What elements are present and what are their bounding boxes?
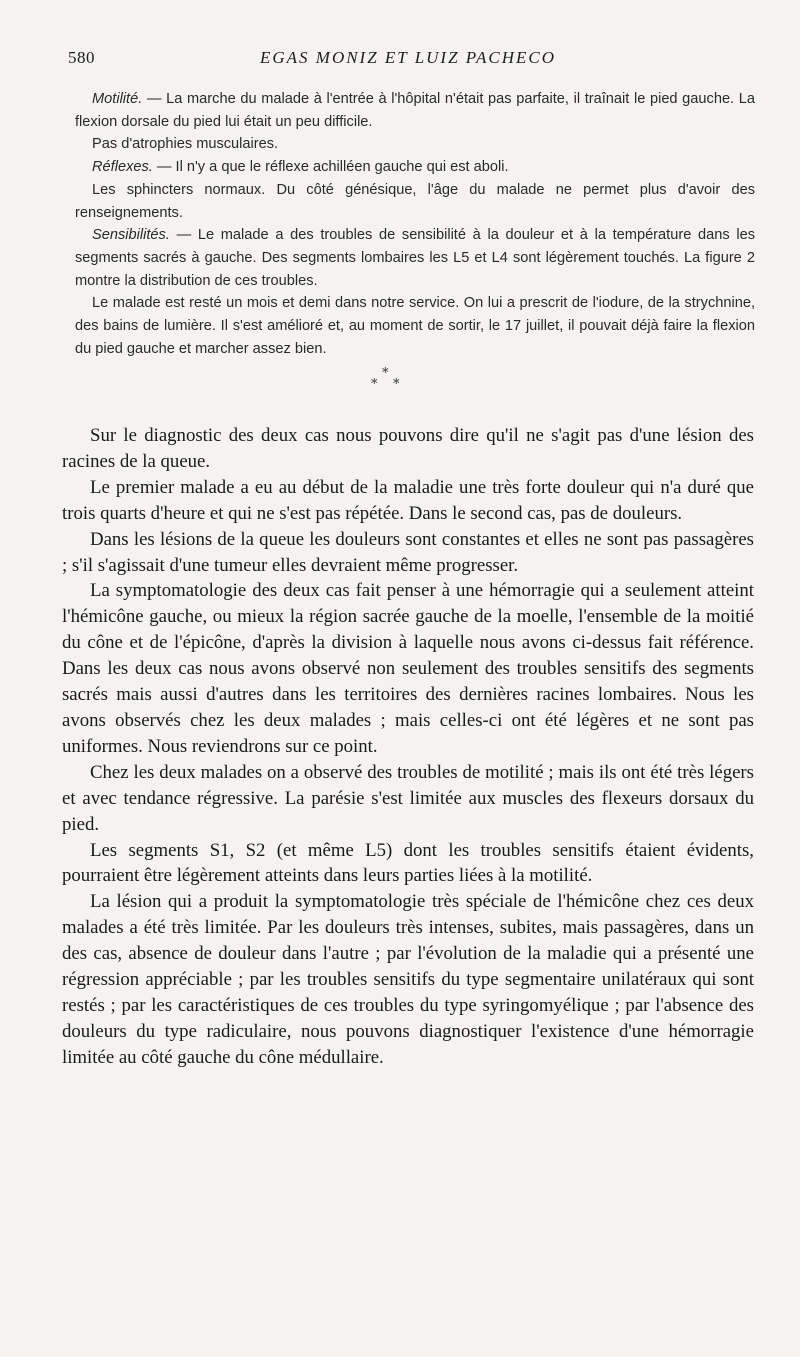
case-note-text: Le malade est resté un mois et demi dans notre service. On lui a prescrit de l'iodure, de la strychnine, des bains de lumière. Il s'est amélioré et, au moment de sortir, le 17 juillet, il pouvait déjà faire la flexion du pied gauche et marcher assez bien. (75, 295, 755, 357)
body-paragraph: Les segments S1, S2 (et même L5) dont les troubles sensitifs étaient évidents, pourraient être légèrement atteints dans leurs parties liées à la motilité. (62, 839, 754, 887)
body-paragraph: Dans les lésions de la queue les douleurs sont constantes et elles ne sont pas passagères ; s'il s'agissait d'une tumeur elles devraient même progresser. (62, 528, 754, 576)
case-note-outcome (75, 292, 755, 360)
body-paragraph: Chez les deux malades on a observé des troubles de motilité ; mais ils ont été très légers et avec tendance régressive. La parésie s'est limitée aux muscles des flexeurs dorsaux du pied. (62, 761, 754, 835)
body-paragraph: Le premier malade a eu au début de la maladie une très forte douleur qui n'a duré que trois quarts d'heure et qui ne s'est pas répétée. Dans le second cas, pas de douleurs. (62, 476, 754, 524)
body-paragraph: La lésion qui a produit la symptomatologie très spéciale de l'hémicône chez ces deux malades a été très limitée. Par les douleurs très intenses, subites, mais passagères, dans un des cas, absence de douleur dans l'autre ; par l'évolution de la maladie qui a présenté une régression appréciable ; par les troubles sensitifs du type segmentaire unilatéraux qui sont restés ; par les caractéristiques de ces troubles du type syringomyélique ; par l'absence des douleurs du type radiculaire, nous pouvons diagnostiquer l'existence d'une hémorragie limitée au côté gauche du cône médullaire. (62, 891, 754, 1068)
case-note-sensibilites (75, 224, 755, 292)
case-note-sphincters (75, 179, 755, 224)
case-note-lead: Sensibilités. (92, 227, 170, 244)
asterism-star: * (371, 377, 378, 392)
asterism-separator (365, 366, 415, 396)
case-note-text: — Il n'y a que le réflexe achilléen gauche qui est aboli. (152, 159, 509, 176)
case-note-text: Les sphincters normaux. Du côté génésique, l'âge du malade ne permet plus d'avoir des renseignements. (75, 181, 755, 221)
page-header (68, 48, 748, 72)
case-notes (75, 88, 755, 360)
discussion-text (62, 423, 754, 1071)
running-head: EGAS MONIZ ET LUIZ PACHECO (259, 48, 556, 67)
body-paragraph: La symptomatologie des deux cas fait penser à une hémorragie qui a seulement atteint l'hémicône gauche, ou mieux la région sacrée gauche de la moelle, l'ensemble de la moitié du cône et de l'épicône, d'après la division à laquelle nous avons ci-dessus fait référence. Dans les deux cas nous avons observé non seulement des troubles sensitifs des segments sacrés mais aussi d'autres dans les territoires des dernières racines lombaires. Nous les avons observés chez les deux malades ; mais celles-ci ont été légères et ne sont pas uniformes. Nous reviendrons sur ce point. (62, 580, 754, 757)
body-paragraph: Sur le diagnostic des deux cas nous pouvons dire qu'il ne s'agit pas d'une lésion des racines de la queue. (62, 425, 754, 472)
case-note-text: Pas d'atrophies musculaires. (92, 136, 279, 153)
asterism-star: * (382, 366, 389, 381)
case-note-lead: Motilité. (92, 91, 143, 107)
asterism-star: * (393, 377, 400, 392)
page-number: 580 (68, 48, 95, 67)
case-note-lead: Réflexes. (92, 159, 153, 176)
case-note-text: — La marche du malade à l'entrée à l'hôpital n'était pas parfaite, il traînait le pied gauche. La flexion dorsale du pied lui était un peu difficile. (75, 91, 755, 130)
case-note-text: — Le malade a des troubles de sensibilité à la douleur et à la température dans les segments sacrés à gauche. Des segments lombaires les L5 et L4 sont légèrement touchés. La figure 2 montre la distribution de ces troubles. (75, 227, 755, 289)
case-note-reflexes (75, 156, 755, 179)
case-note-motilite (75, 88, 755, 133)
case-note-atrophies (75, 133, 755, 156)
